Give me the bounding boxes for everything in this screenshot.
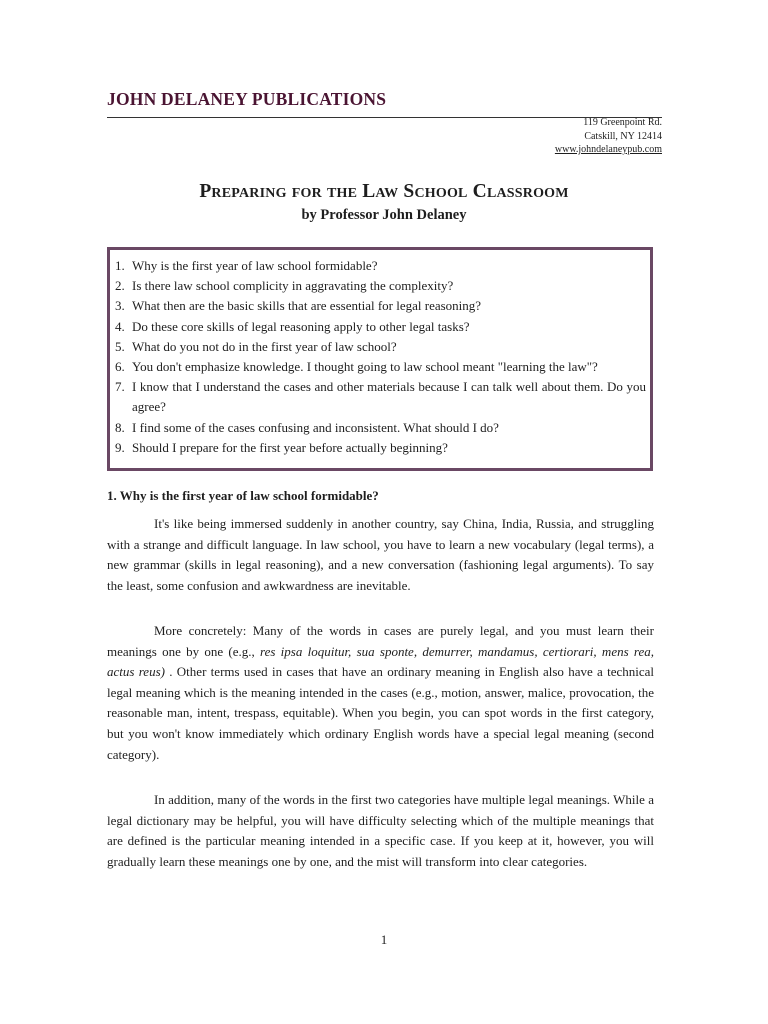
toc-item-number: 6. [115, 359, 125, 375]
publisher-name: JOHN DELANEY PUBLICATIONS [107, 89, 387, 109]
toc-item-text: What do you not do in the first year of law school? [132, 338, 397, 354]
section-heading: 1. Why is the first year of law school formidable? [107, 488, 379, 503]
paragraph-text: It's like being immersed suddenly in another country, say China, India, Russia, and struggling with a strange and difficult language. In law school, you have to learn a new vocabulary (legal terms), a new grammar (skills in legal reasoning), and a new conversation (fashioning legal arguments). To say the least, some confusion and awkwardness are inevitable. [107, 516, 654, 593]
toc-item [115, 438, 646, 458]
toc-item [115, 377, 646, 417]
paragraph-text-start: More concretely: Many of the words in cases are purely legal, and you must learn their meanings one by one (e.g., [107, 623, 654, 659]
toc-list [115, 256, 646, 458]
toc-item [115, 256, 646, 276]
toc-item-number: 4. [115, 318, 125, 334]
toc-item-number: 1. [115, 258, 125, 273]
toc-item [115, 276, 646, 296]
toc-item [115, 337, 646, 357]
toc-item-text: What then are the basic skills that are essential for legal reasoning? [132, 298, 482, 314]
toc-item [115, 317, 646, 337]
latin-legal-terms: res ipsa loquitur, sua sponte, demurrer, mandamus, certiorari, mens rea, actus reus) [107, 643, 655, 680]
toc-item [115, 357, 646, 377]
toc-item-number: 5. [115, 338, 125, 354]
page-number: 1 [380, 932, 388, 947]
body-paragraph-3 [107, 790, 654, 872]
body-paragraph-1 [107, 514, 654, 596]
toc-item [115, 296, 646, 316]
toc-item-text: Is there law school complicity in aggravating the complexity? [132, 278, 454, 294]
website-link[interactable]: www.johndelaneypub.com [554, 144, 662, 155]
body-paragraph-2 [107, 621, 654, 765]
toc-item-text: Should I prepare for the first year before actually beginning? [132, 439, 448, 455]
publisher-address [555, 116, 662, 157]
toc-item-number: 8. [115, 419, 125, 435]
toc-item [115, 418, 646, 438]
toc-item-number: 2. [115, 278, 125, 294]
toc-item-number: 7. [115, 379, 125, 395]
paragraph-text [107, 621, 654, 765]
address-line-2: Catskill, NY 12414 [584, 130, 662, 142]
paragraph-text-end: . Other terms used in cases that have an ordinary meaning in English also have a technical legal meaning which is the meaning intended in the cases (e.g., motion, answer, malice, provocation, the reasonable man, intent, trespass, equitable). When you begin, you can spot words in the first category, but you won't know immediately which ordinary English words have a special legal meaning (second category). [107, 664, 655, 762]
document-title: Preparing for the Law School Classroom [199, 181, 569, 202]
toc-item-text: Why is the first year of law school formidable? [132, 258, 378, 273]
toc-item-text: You don't emphasize knowledge. I thought going to law school meant "learning the law"? [132, 359, 598, 375]
paragraph-text: In addition, many of the words in the first two categories have multiple legal meanings. While a legal dictionary may be helpful, you will have difficulty selecting which of the multiple meanings that are defined is the particular meaning intended in a specific case. If you keep at it, however, you will gradually learn these meanings one by one, and the mist will transform into clear categories. [107, 792, 654, 869]
author-byline: by Professor John Delaney [301, 207, 467, 223]
toc-item-number: 3. [115, 298, 125, 314]
address-line-1: 119 Greenpoint Rd. [583, 117, 662, 128]
toc-item-text: I find some of the cases confusing and inconsistent. What should I do? [132, 419, 499, 435]
toc-item-text: I know that I understand the cases and other materials because I can talk well about them. Do you agree? [132, 379, 646, 415]
toc-item-number: 9. [115, 439, 125, 455]
table-of-contents [107, 247, 653, 471]
toc-item-text: Do these core skills of legal reasoning apply to other legal tasks? [132, 318, 470, 334]
